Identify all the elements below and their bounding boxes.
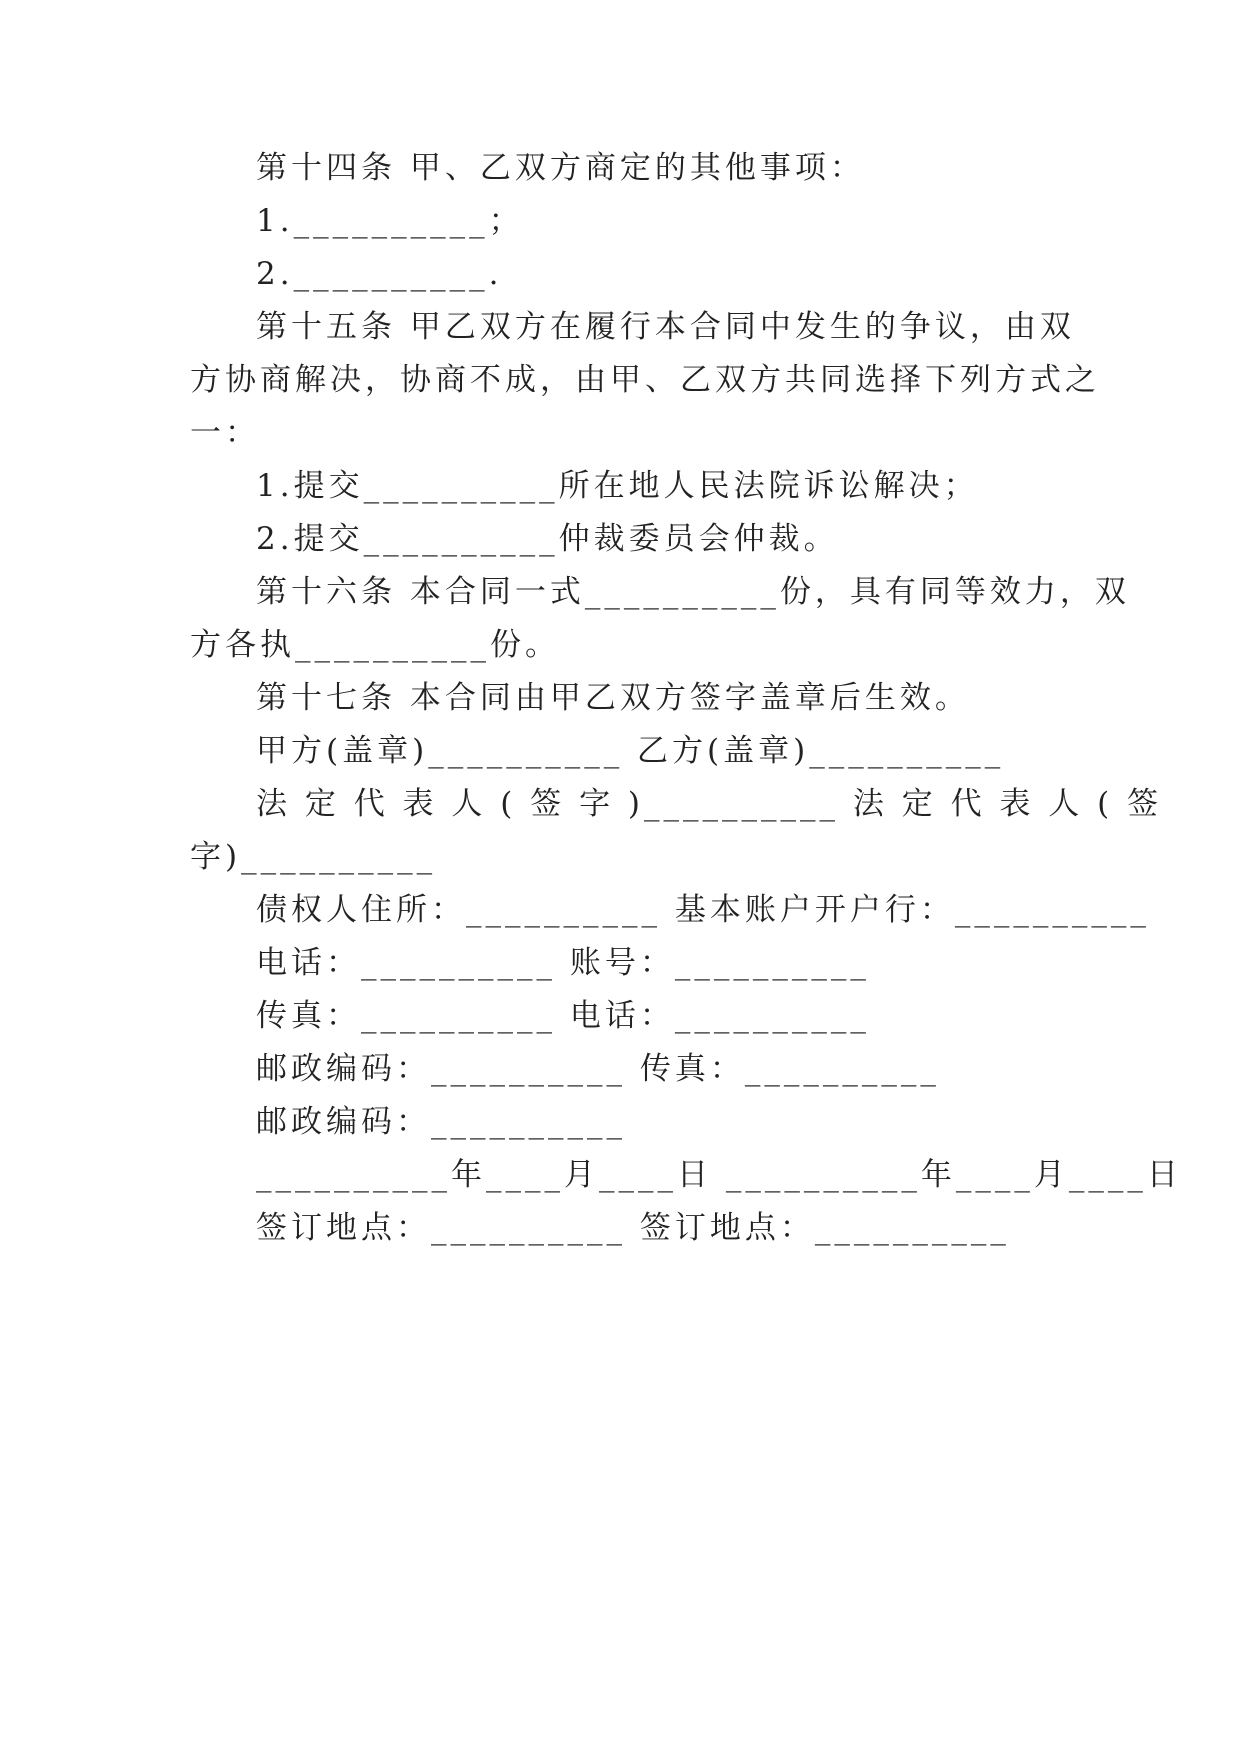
postcode-fax-line: 邮政编码：__________ 传真：__________ — [256, 1051, 940, 1087]
clause-14-item-2: 2.__________. — [256, 256, 503, 292]
clause-14-item-1: 1.__________； — [256, 203, 524, 239]
legal-rep-line-2: 字)__________ — [190, 839, 437, 875]
clause-17: 第十七条 本合同由甲乙双方签字盖章后生效。 — [256, 680, 970, 716]
clause-15-line-1: 第十五条 甲乙双方在履行本合同中发生的争议，由双 — [256, 309, 1075, 345]
party-seal-line: 甲方(盖章)__________ 乙方(盖章)__________ — [256, 733, 1005, 769]
clause-14-heading: 第十四条 甲、乙双方商定的其他事项： — [256, 150, 865, 186]
clause-15-line-3: 一： — [190, 415, 260, 451]
clause-15-item-2: 2.提交__________仲裁委员会仲裁。 — [256, 521, 839, 557]
fax-phone-line: 传真：__________ 电话：__________ — [256, 998, 870, 1034]
phone-account-line: 电话：__________ 账号：__________ — [256, 945, 870, 981]
address-bank-line: 债权人住所：__________ 基本账户开户行：__________ — [256, 892, 1150, 928]
clause-16-line-2: 方各执__________份。 — [190, 627, 560, 663]
clause-15-item-1: 1.提交__________所在地人民法院诉讼解决； — [256, 468, 979, 504]
clause-16-line-1: 第十六条 本合同一式__________份，具有同等效力，双 — [256, 574, 1130, 610]
postcode-line: 邮政编码：__________ — [256, 1104, 626, 1140]
date-line: __________年____月____日 __________年____月____日 — [256, 1157, 1182, 1193]
legal-rep-line-1: 法 定 代 表 人 ( 签 字 )__________ 法 定 代 表 人 ( 签 — [256, 786, 1163, 822]
clause-15-line-2: 方协商解决，协商不成，由甲、乙双方共同选择下列方式之 — [190, 362, 1100, 398]
signing-place-line: 签订地点：__________ 签订地点：__________ — [256, 1210, 1010, 1246]
